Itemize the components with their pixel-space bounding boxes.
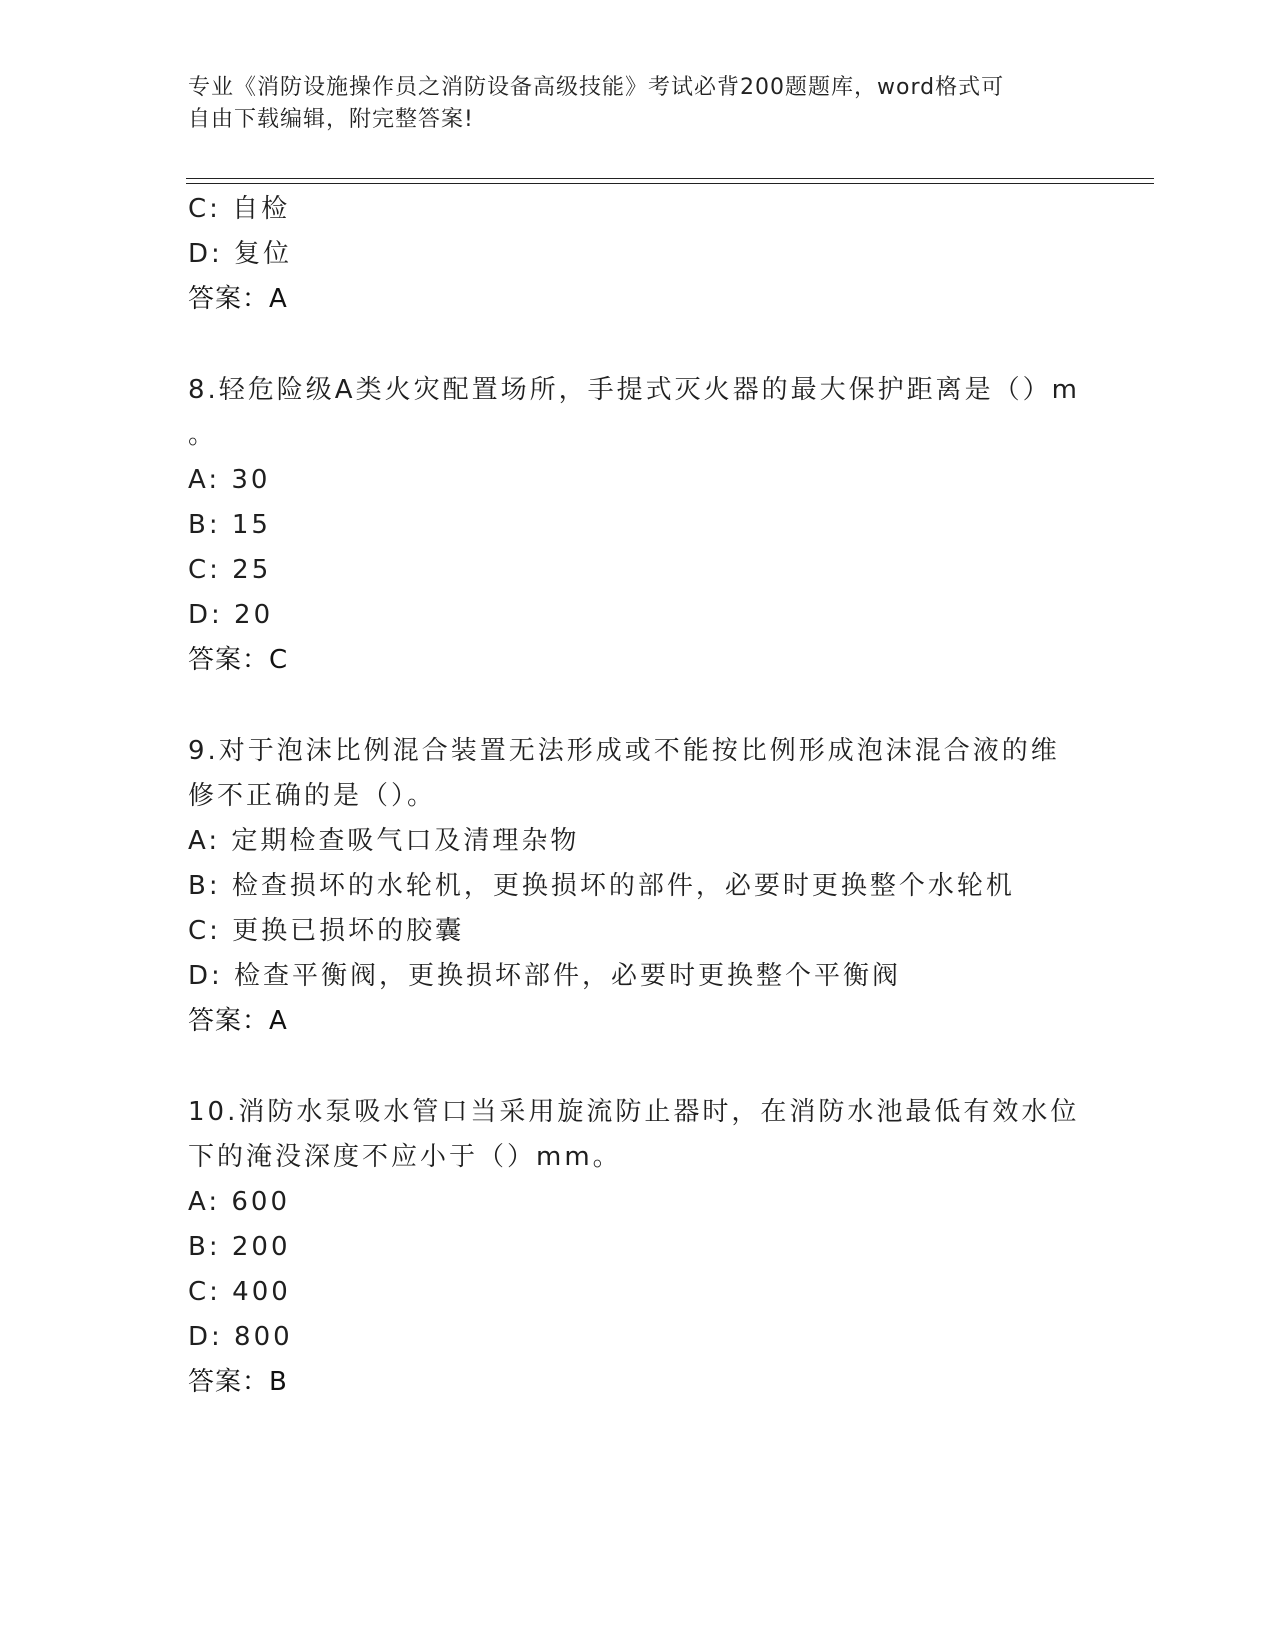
q10-text-line-2: 下的淹没深度不应小于（）mm。 (188, 1142, 622, 1172)
q9-option-d: D: 检查平衡阀，更换损坏部件，必要时更换整个平衡阀 (188, 961, 902, 991)
q10-answer: 答案：B (188, 1367, 288, 1397)
q10-option-d: D: 800 (188, 1322, 293, 1352)
q9-text-line-2: 修不正确的是（）。 (188, 781, 437, 811)
header-rule-bottom (186, 183, 1154, 184)
q8-text-line-1: 8.轻危险级A类火灾配置场所，手提式灭火器的最大保护距离是（）m (188, 375, 1080, 405)
prev-answer: 答案：A (188, 284, 288, 314)
header-line-2: 自由下载编辑，附完整答案! (188, 107, 474, 132)
q8-option-a: A: 30 (188, 465, 271, 495)
q9-option-b: B: 检查损坏的水轮机，更换损坏的部件，必要时更换整个水轮机 (188, 871, 1015, 901)
q9-answer: 答案：A (188, 1006, 288, 1036)
q9-option-a: A: 定期检查吸气口及清理杂物 (188, 826, 580, 856)
q8-option-b: B: 15 (188, 510, 271, 540)
header-rule-top (186, 178, 1154, 179)
q10-text-line-1: 10.消防水泵吸水管口当采用旋流防止器时，在消防水池最低有效水位 (188, 1097, 1080, 1127)
q8-text-line-2: 。 (188, 420, 218, 450)
q8-answer: 答案：C (188, 645, 289, 675)
q10-option-a: A: 600 (188, 1187, 290, 1217)
q9-text-line-1: 9.对于泡沫比例混合装置无法形成或不能按比例形成泡沫混合液的维 (188, 736, 1060, 766)
q8-option-c: C: 25 (188, 555, 272, 585)
q9-option-c: C: 更换已损坏的胶囊 (188, 916, 465, 946)
q10-option-c: C: 400 (188, 1277, 291, 1307)
prev-option-c: C: 自检 (188, 194, 291, 224)
q8-option-d: D: 20 (188, 600, 274, 630)
prev-option-d: D: 复位 (188, 239, 293, 269)
document-header (188, 72, 1068, 136)
header-line-1: 专业《消防设施操作员之消防设备高级技能》考试必背200题题库，word格式可 (188, 75, 1005, 100)
q10-option-b: B: 200 (188, 1232, 291, 1262)
